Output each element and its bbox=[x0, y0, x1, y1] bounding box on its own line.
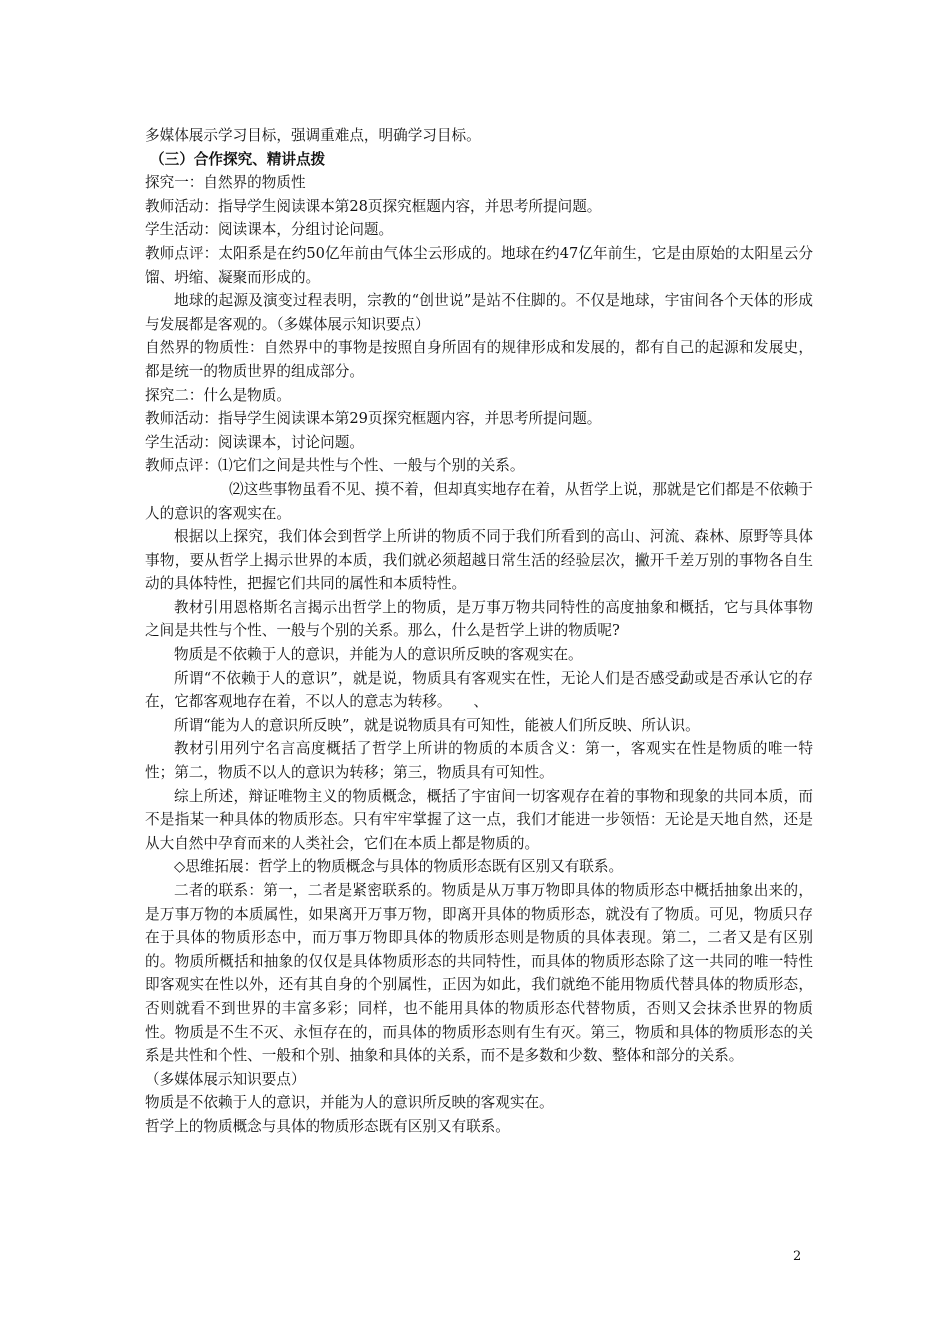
paragraph: 物质是不依赖于人的意识，并能为人的意识所反映的客观实在。 bbox=[174, 646, 583, 664]
paragraph: 哲学上的物质概念与具体的物质形态既有区别又有联系。 bbox=[145, 1117, 510, 1135]
section-heading: （三）合作探究、精讲点拨 bbox=[150, 150, 326, 168]
paragraph: 教师点评：⑴它们之间是共性与个性、一般与个别的关系。 bbox=[145, 457, 525, 475]
paragraph: 地球的起源及演变过程表明，宗教的“创世说”是站不住脚的。不仅是地球，宇宙间各个天体的形成与发展都是客观的。（多媒体展示知识要点） bbox=[145, 292, 813, 333]
paragraph: 教师点评：太阳系是在约50亿年前由气体尘云形成的。地球在约47亿年前生，它是由原始的太阳星云分馏、坍缩、凝聚而形成的。 bbox=[145, 244, 813, 286]
paragraph: （多媒体展示知识要点） bbox=[145, 1070, 306, 1088]
paragraph: 综上所述，辩证唯物主义的物质概念，概括了宇宙间一切客观存在着的事物和现象的共同本质，而不是指某一种具体的物质形态。只有牢牢掌握了这一点，我们才能进一步领悟：无论是天地自然，还是从大自然中孕育而来的人类社会，它们在本质上都是物质的。 bbox=[145, 787, 813, 852]
subheading: 探究一：自然界的物质性 bbox=[145, 174, 306, 192]
subheading: 探究二：什么是物质。 bbox=[145, 386, 291, 404]
paragraph: 多媒体展示学习目标，强调重难点，明确学习目标。 bbox=[145, 127, 481, 144]
paragraph: 教材引用列宁名言高度概括了哲学上所讲的物质的本质含义：第一，客观实在性是物质的唯一特性；第二，物质不以人的意识为转移；第三，物质具有可知性。 bbox=[145, 740, 813, 782]
paragraph: 二者的联系：第一，二者是紧密联系的。物质是从万事万物即具体的物质形态中概括抽象出来的，是万事万物的本质属性，如果离开万事万物，即离开具体的物质形态，就没有了物质。可见，物质只存在于具体的物质形态中，而万事万物即具体的物质形态则是物质的具体表现。第二，二者又是有区别的。物质所概括和抽象的仅仅是具体物质形态的共同特性，而具体的物质形态除了这一共同的唯一特性即客观实在性以外，还有其自身的个别属性，正因为如此，我们就绝不能用物质代替具体的物质形态，否则就看不到世界的丰富多彩；同样，也不能用具体的物质形态代替物质，否则又会抹杀世界的物质性。物质是不生不灭、永恒存在的，而具体的物质形态则有生有灭。第三，物质和具体的物质形态的关系是共性和个性、一般和个别、抽象和具体的关系，而不是多数和少数、整体和部分的关系。 bbox=[145, 882, 813, 1065]
paragraph: 教师活动：指导学生阅读课本第29页探究框题内容，并思考所提问题。 bbox=[145, 410, 602, 428]
page-number: 2 bbox=[793, 1249, 802, 1264]
paragraph: ◇思维拓展：哲学上的物质概念与具体的物质形态既有区别又有联系。 bbox=[174, 858, 624, 876]
paragraph: 学生活动：阅读课本，讨论问题。 bbox=[145, 433, 364, 451]
paragraph: ⑵这些事物虽看不见、摸不着，但却真实地存在着，从哲学上说，那就是它们都是不依赖于人的意识的客观实在。 bbox=[145, 480, 813, 522]
paragraph: 教材引用恩格斯名言揭示出哲学上的物质，是万事万物共同特性的高度抽象和概括，它与具体事物之间是共性与个性、一般与个别的关系。那么，什么是哲学上讲的物质呢? bbox=[145, 598, 813, 640]
paragraph: 所谓“能为人的意识所反映”，就是说物质具有可知性，能被人们所反映、所认识。 bbox=[174, 716, 700, 734]
paragraph: 自然界的物质性：自然界中的事物是按照自身所固有的规律形成和发展的，都有自己的起源和发展史，都是统一的物质世界的组成部分。 bbox=[145, 339, 813, 380]
paragraph: 学生活动：阅读课本，分组讨论问题。 bbox=[145, 221, 394, 239]
paragraph: 根据以上探究，我们体会到哲学上所讲的物质不同于我们所看到的高山、河流、森林、原野等具体事物，要从哲学上揭示世界的本质，我们就必须超越日常生活的经验层次，撇开千差万别的事物各自生动的具体特性，把握它们共同的属性和本质特性。 bbox=[145, 528, 813, 593]
paragraph: 物质是不依赖于人的意识，并能为人的意识所反映的客观实在。 bbox=[145, 1094, 554, 1112]
paragraph: 教师活动：指导学生阅读课本第28页探究框题内容，并思考所提问题。 bbox=[145, 197, 602, 215]
document-body bbox=[145, 124, 813, 1139]
paragraph: 所谓“不依赖于人的意识”，就是说，物质具有客观实在性，无论人们是否感受勐或是否承认它的存在，它都客观地存在着，不以人的意志为转移。 、 bbox=[145, 669, 813, 711]
